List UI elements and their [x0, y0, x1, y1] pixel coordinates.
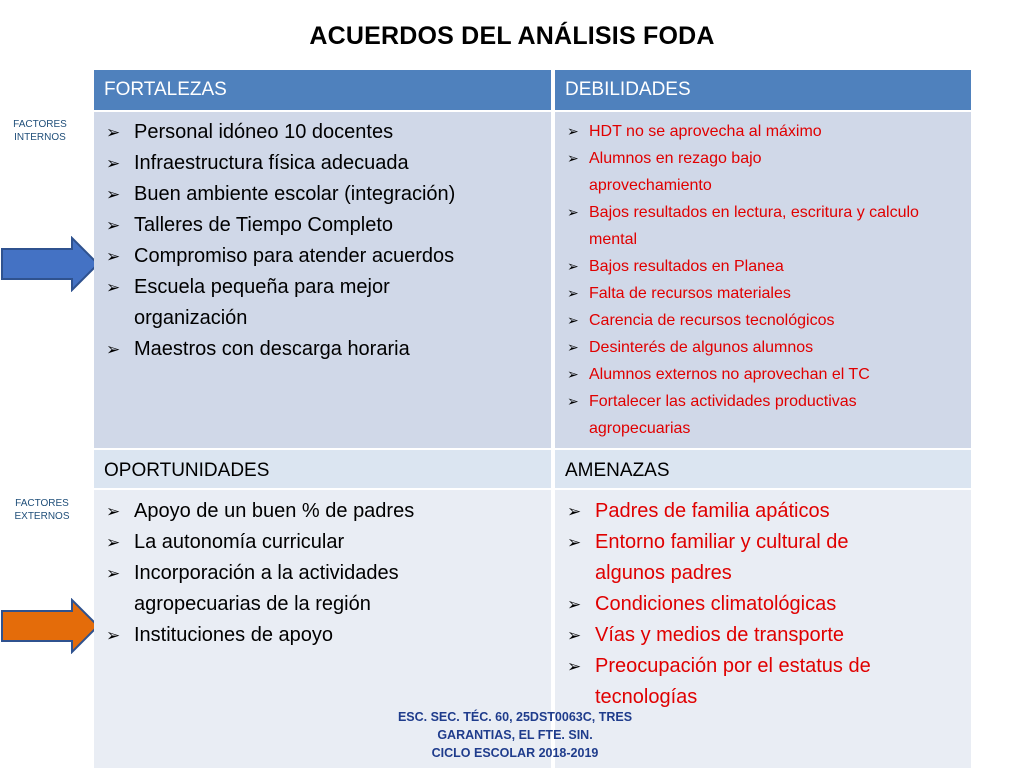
arrow-bullet-icon: ➢ — [106, 247, 121, 266]
internal-label-line1: FACTORES — [13, 119, 67, 130]
item-text: Condiciones climatológicas — [595, 593, 837, 615]
fortalezas-list — [106, 117, 541, 365]
item-text: Instituciones de apoyo — [134, 624, 334, 646]
arrow-bullet-icon: ➢ — [567, 123, 579, 139]
item-text: HDT no se aprovecha al máximo — [589, 123, 822, 140]
list-item — [567, 496, 941, 527]
fortalezas-cell — [94, 112, 551, 448]
debilidades-list — [567, 118, 957, 442]
list-item — [567, 118, 957, 145]
list-item — [567, 199, 957, 253]
item-text: Incorporación a la actividades agropecuarias de la región — [134, 562, 399, 615]
list-item — [567, 334, 957, 361]
arrow-bullet-icon: ➢ — [106, 216, 121, 235]
arrow-bullet-icon: ➢ — [106, 278, 121, 297]
list-item — [567, 527, 941, 589]
arrow-bullet-icon: ➢ — [567, 204, 579, 220]
item-text: Fortalecer las actividades productivas agropecuarias — [589, 393, 857, 437]
arrow-bullet-icon: ➢ — [567, 366, 579, 382]
item-text: Preocupación por el estatus de tecnologías — [595, 655, 871, 708]
item-text: La autonomía curricular — [134, 531, 345, 553]
item-text: Alumnos en rezago bajo aprovechamiento — [589, 150, 762, 194]
item-text: Alumnos externos no aprovechan el TC — [589, 366, 870, 383]
footer-line-2: GARANTIAS, EL FTE. SIN. — [437, 728, 593, 742]
list-item — [567, 620, 941, 651]
item-text: Vías y medios de transporte — [595, 624, 845, 646]
list-item — [106, 527, 541, 558]
item-text: Personal idóneo 10 docentes — [134, 121, 394, 143]
list-item — [567, 651, 941, 713]
debilidades-header — [555, 70, 971, 110]
amenazas-header — [555, 450, 971, 488]
item-text: Padres de familia apáticos — [595, 500, 830, 522]
list-item — [106, 620, 541, 651]
external-factors-arrow-icon — [0, 598, 100, 654]
external-factors-label — [8, 497, 76, 523]
amenazas-heading: AMENAZAS — [565, 460, 670, 481]
list-item — [106, 272, 541, 334]
list-item — [106, 117, 541, 148]
list-item — [106, 496, 541, 527]
list-item — [106, 210, 541, 241]
arrow-bullet-icon: ➢ — [567, 258, 579, 274]
footer-line-3: CICLO ESCOLAR 2018-2019 — [431, 746, 599, 760]
internal-factors-arrow-icon — [0, 236, 100, 292]
list-item — [106, 334, 541, 365]
item-text: Talleres de Tiempo Completo — [134, 214, 394, 236]
arrow-bullet-icon: ➢ — [567, 339, 579, 355]
item-text: Apoyo de un buen % de padres — [134, 500, 415, 522]
item-text: Compromiso para atender acuerdos — [134, 245, 455, 267]
item-text: Bajos resultados en lectura, escritura y calculo mental — [589, 204, 919, 248]
list-item — [106, 241, 541, 272]
item-text: Entorno familiar y cultural de algunos padres — [595, 531, 849, 584]
arrow-bullet-icon: ➢ — [567, 312, 579, 328]
arrow-bullet-icon: ➢ — [567, 285, 579, 301]
list-item — [106, 148, 541, 179]
external-label-line1: FACTORES — [15, 498, 69, 509]
arrow-bullet-icon: ➢ — [567, 533, 582, 552]
list-item — [567, 145, 957, 199]
arrow-bullet-icon: ➢ — [106, 154, 121, 173]
fortalezas-heading: FORTALEZAS — [104, 79, 227, 100]
list-item — [567, 361, 957, 388]
arrow-bullet-icon: ➢ — [567, 595, 582, 614]
list-item — [106, 179, 541, 210]
school-footer — [370, 708, 660, 762]
list-item — [567, 253, 957, 280]
item-text: Falta de recursos materiales — [589, 285, 791, 302]
arrow-bullet-icon: ➢ — [106, 564, 121, 583]
oportunidades-header — [94, 450, 551, 488]
debilidades-heading: DEBILIDADES — [565, 79, 691, 100]
external-label-line2: EXTERNOS — [14, 511, 70, 522]
footer-line-1: ESC. SEC. TÉC. 60, 25DST0063C, TRES — [397, 710, 633, 724]
oportunidades-heading: OPORTUNIDADES — [104, 460, 270, 481]
arrow-bullet-icon: ➢ — [106, 502, 121, 521]
arrow-bullet-icon: ➢ — [106, 340, 121, 359]
list-item — [106, 558, 541, 620]
list-item — [567, 307, 957, 334]
debilidades-cell — [555, 112, 971, 448]
item-text: Maestros con descarga horaria — [134, 338, 410, 360]
list-item — [567, 388, 957, 442]
internal-label-line2: INTERNOS — [14, 132, 66, 143]
fortalezas-header — [94, 70, 551, 110]
list-item — [567, 280, 957, 307]
item-text: Desinterés de algunos alumnos — [589, 339, 814, 356]
amenazas-list — [567, 496, 941, 713]
arrow-bullet-icon: ➢ — [106, 185, 121, 204]
list-item — [567, 589, 941, 620]
page-title: ACUERDOS DEL ANÁLISIS FODA — [309, 22, 715, 50]
item-text: Carencia de recursos tecnológicos — [589, 312, 835, 329]
arrow-bullet-icon: ➢ — [567, 657, 582, 676]
arrow-bullet-icon: ➢ — [106, 123, 121, 142]
oportunidades-list — [106, 496, 541, 651]
internal-factors-label — [6, 118, 74, 144]
arrow-bullet-icon: ➢ — [567, 502, 582, 521]
arrow-bullet-icon: ➢ — [567, 393, 579, 409]
item-text: Buen ambiente escolar (integración) — [134, 183, 456, 205]
arrow-bullet-icon: ➢ — [106, 626, 121, 645]
arrow-bullet-icon: ➢ — [567, 626, 582, 645]
item-text: Bajos resultados en Planea — [589, 258, 784, 275]
arrow-bullet-icon: ➢ — [567, 150, 579, 166]
item-text: Escuela pequeña para mejor organización — [134, 276, 390, 329]
item-text: Infraestructura física adecuada — [134, 152, 409, 174]
arrow-bullet-icon: ➢ — [106, 533, 121, 552]
